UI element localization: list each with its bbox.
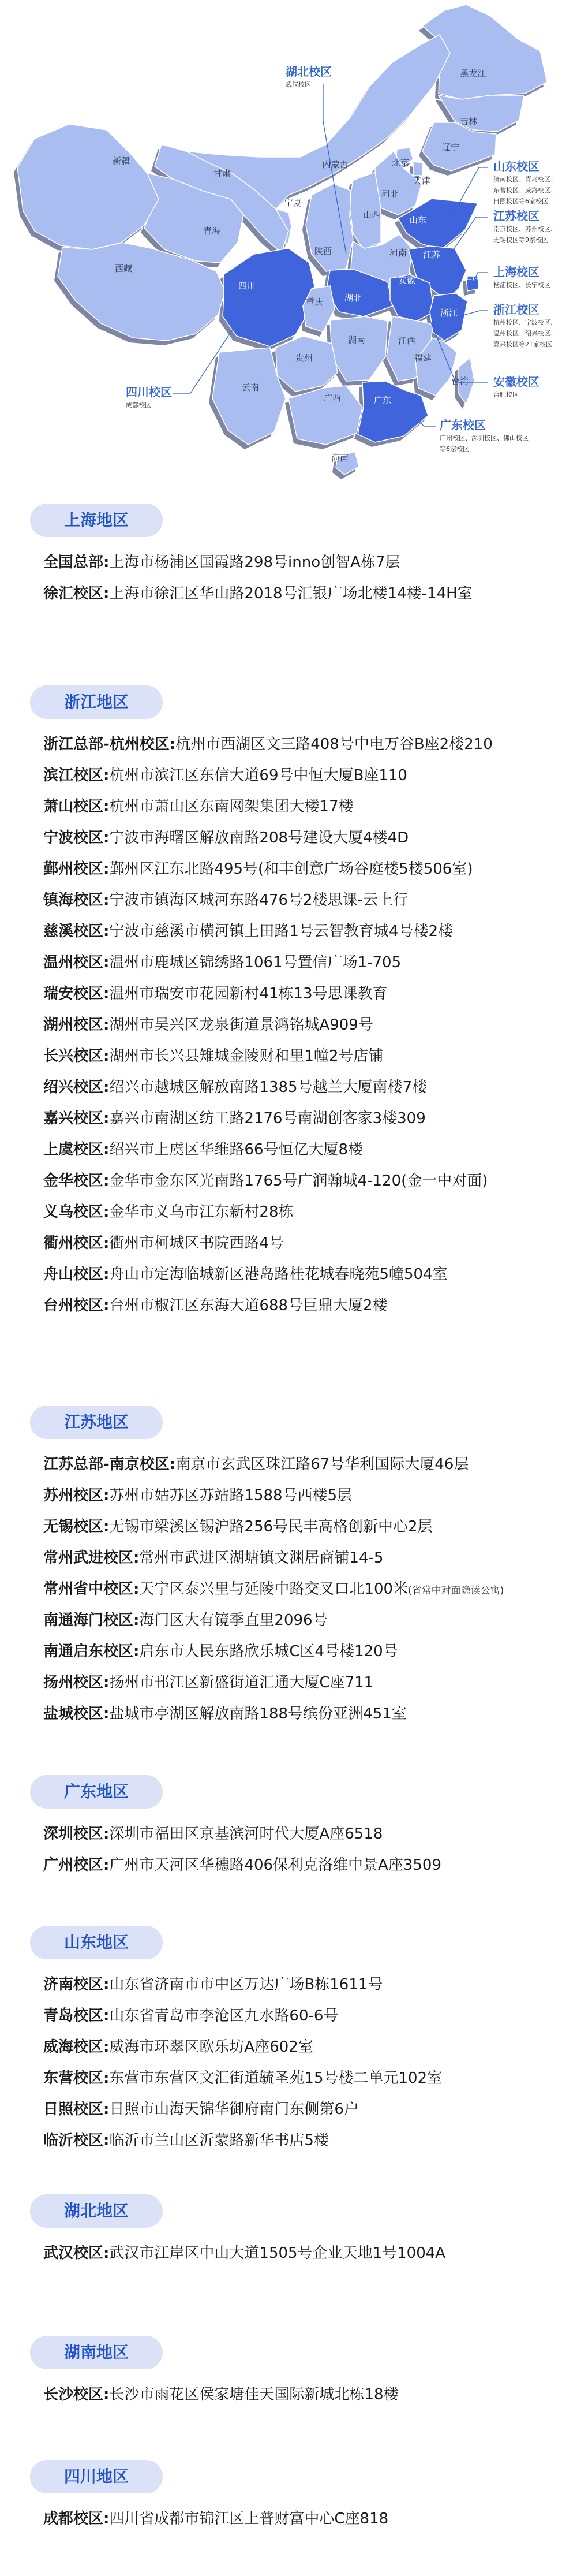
campus-name: 义乌校区: — [43, 1203, 110, 1221]
campus-address: 盐城市亭湖区解放南路188号缤份亚洲451室 — [109, 1705, 407, 1723]
province-label: 重庆 — [305, 297, 324, 307]
campus-address: 杭州市滨江区东信大道69号中恒大厦B座110 — [109, 767, 407, 784]
province-label: 天津 — [413, 176, 431, 186]
province-label: 广东 — [373, 395, 392, 405]
campus-address: 深圳市福田区京基滨河时代大厦A座6518 — [109, 1825, 383, 1843]
campus-address: 上海市杨浦区国霞路298号inno创智A栋7层 — [109, 554, 400, 571]
campus-name: 常州武进校区: — [43, 1549, 140, 1567]
china-campus-map — [0, 0, 577, 479]
campus-address: 鄞州区江东北路495号(和丰创意广场谷庭楼5楼506室) — [109, 860, 473, 878]
province-label: 云南 — [241, 382, 260, 393]
callout-subtitle: 成都校区 — [126, 401, 151, 409]
campus-address-row — [43, 1454, 469, 1475]
campus-address-row — [43, 2068, 442, 2089]
region-title-badge: 湖南地区 — [30, 2336, 163, 2369]
province-label: 黑龙江 — [460, 68, 486, 79]
campus-name: 温州校区: — [43, 954, 110, 971]
campus-address-row — [43, 921, 453, 942]
campus-name: 深圳校区: — [43, 1825, 110, 1843]
province-shape — [17, 124, 159, 249]
region-section — [30, 2194, 567, 2262]
campus-address-row — [43, 1295, 388, 1316]
campus-name: 扬州校区: — [43, 1674, 110, 1691]
campus-address-row — [43, 734, 493, 755]
campus-address-row — [43, 1233, 284, 1254]
campus-address-row — [43, 1264, 448, 1285]
campus-address-row — [43, 796, 354, 817]
campus-name: 慈溪校区: — [43, 923, 110, 940]
campus-address: 广州市天河区华穗路406保利克洛维中景A座3509 — [109, 1856, 441, 1874]
campus-name: 济南校区: — [43, 1976, 110, 1993]
callout-subtitle: 杨浦校区、长宁校区 — [493, 281, 550, 289]
callout-title: 四川校区 — [126, 385, 172, 399]
campus-address: 舟山市定海临城新区港岛路桂花城春晓苑5幢504室 — [109, 1266, 448, 1283]
campus-address-row — [43, 1641, 398, 1662]
province-label: 贵州 — [295, 353, 313, 363]
province-label: 江西 — [398, 335, 416, 346]
campus-name: 成都校区: — [43, 2510, 110, 2527]
campus-address: 苏州市姑苏区苏站路1588号西楼5层 — [109, 1487, 353, 1504]
province-label: 北京 — [391, 158, 410, 168]
campus-address: 山东省济南市市中区万达广场B栋1611号 — [109, 1976, 383, 1993]
campus-name: 上虞校区: — [43, 1141, 110, 1158]
region-title-badge: 四川地区 — [30, 2460, 163, 2493]
province-label: 辽宁 — [441, 142, 460, 152]
region-section — [30, 1926, 567, 2149]
campus-address: 台州市椒江区东海大道688号巨鼎大厦2楼 — [109, 1297, 388, 1314]
campus-name: 镇海校区: — [43, 892, 110, 909]
campus-address-row — [43, 765, 407, 786]
callout-subtitle: 广州校区、深圳校区、佛山校区 — [440, 434, 529, 442]
campus-address: 四川省成都市锦江区上普财富中心C座818 — [109, 2510, 389, 2527]
province-label: 青海 — [203, 226, 221, 236]
campus-address: 天宁区泰兴里与延陵中路交叉口北100米 — [139, 1580, 409, 1598]
campus-address-row — [43, 890, 408, 911]
campus-name: 绍兴校区: — [43, 1079, 110, 1096]
campus-address-row — [43, 1672, 373, 1693]
campus-address: 湖州市长兴县雉城金陵财和里1幢2号店铺 — [109, 1047, 384, 1065]
callout-subtitle: 武汉校区 — [286, 81, 311, 88]
campus-address: 绍兴市上虞区华维路66号恒亿大厦8楼 — [109, 1141, 364, 1158]
region-section — [30, 2460, 567, 2527]
campus-name: 江苏总部-南京校区: — [43, 1456, 176, 1473]
campus-address: 金华市义乌市江东新村28栋 — [109, 1203, 294, 1221]
campus-address-row — [43, 1579, 504, 1601]
campus-name: 临沂校区: — [43, 2132, 110, 2149]
campus-name: 常州省中校区: — [43, 1580, 140, 1598]
campus-address-row — [43, 1077, 427, 1098]
province-label: 海南 — [331, 453, 349, 463]
campus-address: 嘉兴市南湖区纺工路2176号南湖创客家3楼309 — [109, 1110, 426, 1127]
callout-title: 江苏校区 — [493, 209, 539, 223]
region-section — [30, 1406, 567, 1723]
campus-address: 海门区大有镜季直里2096号 — [139, 1612, 328, 1629]
province-label: 甘肃 — [213, 168, 231, 178]
campus-address: 长沙市雨花区侯家塘佳天国际新城北栋18楼 — [109, 2386, 399, 2403]
campus-callout — [440, 416, 529, 454]
province-shape — [413, 162, 422, 176]
campus-address-row — [43, 983, 388, 1004]
campus-address-row — [43, 2130, 329, 2151]
province-shape — [223, 248, 314, 346]
callout-subtitle: 温州校区、绍兴校区、 — [493, 330, 557, 337]
campus-address-row — [43, 1703, 407, 1724]
region-section — [30, 504, 567, 602]
campus-address: 宁波市镇海区城河东路476号2楼思课-云上行 — [109, 892, 408, 909]
campus-address-row — [43, 2037, 313, 2057]
campus-address-row — [43, 1824, 383, 1844]
campus-name: 瑞安校区: — [43, 985, 110, 1002]
callout-subtitle: 南京校区、苏州校区、 — [493, 225, 557, 233]
campus-address-row — [43, 1855, 441, 1876]
campus-name: 宁波校区: — [43, 829, 110, 847]
campus-address-row — [43, 2508, 388, 2529]
campus-address: 日照市山海天锦华御府南门东侧第6户 — [109, 2101, 359, 2118]
campus-address: 金华市金东区光南路1765号广润翰城4-120(金一中对面) — [109, 1172, 488, 1190]
campus-name: 盐城校区: — [43, 1705, 110, 1723]
callout-subtitle: 济南校区、青岛校区、 — [493, 176, 557, 183]
campus-callout — [286, 62, 332, 90]
campus-callout — [493, 372, 539, 400]
campus-address-row — [43, 1108, 426, 1129]
campus-name: 舟山校区: — [43, 1266, 110, 1283]
campus-address-row — [43, 1485, 352, 1506]
province-label: 内蒙古 — [322, 159, 349, 170]
campus-address-row — [43, 2005, 338, 2026]
campus-name: 徐汇校区: — [43, 585, 110, 602]
campus-callout — [493, 300, 557, 350]
campus-address-row — [43, 1170, 488, 1191]
campus-address-row — [43, 1015, 373, 1035]
campus-name: 青岛校区: — [43, 2007, 110, 2025]
callout-subtitle: 东营校区、威海校区、 — [493, 187, 557, 194]
campus-address: 绍兴市越城区解放南路1385号越兰大厦南楼7楼 — [109, 1079, 428, 1096]
campus-address: 湖州市吴兴区龙泉街道景鸿铭城A909号 — [109, 1016, 373, 1034]
province-label: 福建 — [414, 353, 432, 363]
province-label: 广西 — [323, 393, 342, 403]
callout-subtitle: 日照校区等6家校区 — [493, 197, 548, 205]
campus-address: 杭州市西湖区文三路408号中电万谷B座2楼210 — [175, 736, 493, 753]
callout-subtitle: 嘉兴校区等21家校区 — [493, 341, 552, 348]
campus-name: 嘉兴校区: — [43, 1110, 110, 1127]
region-section — [30, 685, 567, 1314]
campus-callout — [493, 263, 550, 290]
region-title-badge: 江苏地区 — [30, 1406, 163, 1439]
campus-address-note: (省常中对面隐读公寓) — [408, 1585, 504, 1597]
campus-address-row — [43, 1202, 294, 1222]
callout-subtitle: 无锡校区等9家校区 — [493, 236, 548, 244]
campus-address-row — [43, 583, 473, 604]
province-label: 江苏 — [422, 249, 441, 260]
campus-name: 湖州校区: — [43, 1016, 110, 1034]
province-label: 安徽 — [398, 275, 416, 285]
campus-name: 衢州校区: — [43, 1235, 110, 1252]
campus-address-row — [43, 1046, 384, 1067]
campus-address-row — [43, 827, 409, 848]
campus-name: 台州校区: — [43, 1297, 110, 1314]
campus-address-row — [43, 2243, 445, 2264]
campus-name: 日照校区: — [43, 2101, 110, 2118]
callout-title: 上海校区 — [493, 265, 539, 279]
campus-address: 临沂市兰山区沂蒙路新华书店5楼 — [109, 2132, 329, 2149]
campus-address: 杭州市萧山区东南网架集团大楼17楼 — [109, 798, 354, 815]
province-label: 新疆 — [112, 156, 130, 166]
campus-address: 温州市瑞安市花园新村41栋13号思课教育 — [109, 985, 388, 1002]
campus-address: 衢州市柯城区书院西路4号 — [109, 1235, 284, 1252]
campus-name: 广州校区: — [43, 1856, 110, 1874]
province-label: 宁夏 — [284, 197, 302, 208]
region-section — [30, 1775, 567, 1874]
province-label: 吉林 — [459, 116, 478, 126]
campus-callout — [493, 207, 557, 245]
campus-name: 南通启东校区: — [43, 1643, 140, 1660]
campus-address: 上海市徐汇区华山路2018号汇银广场北楼14楼-14H室 — [109, 585, 473, 602]
campus-address: 武汉市江岸区中山大道1505号企业天地1号1004A — [109, 2245, 446, 2262]
province-label: 河北 — [381, 189, 399, 199]
campus-name: 无锡校区: — [43, 1518, 110, 1535]
province-label: 河南 — [389, 248, 407, 258]
campus-name: 苏州校区: — [43, 1487, 110, 1504]
callout-subtitle: 合肥校区 — [493, 391, 519, 398]
campus-address: 南京市玄武区珠江路67号华利国际大厦46层 — [175, 1456, 469, 1473]
campus-name: 滨江校区: — [43, 767, 110, 784]
campus-name: 鄞州校区: — [43, 860, 110, 878]
campus-name: 南通海门校区: — [43, 1612, 140, 1629]
region-section — [30, 2336, 567, 2403]
region-title-badge: 山东地区 — [30, 1926, 163, 1959]
callout-title: 安徽校区 — [493, 375, 539, 389]
campus-name: 威海校区: — [43, 2038, 110, 2056]
campus-address-row — [43, 859, 473, 879]
campus-callout — [126, 383, 172, 411]
campus-address-row — [43, 2384, 399, 2405]
campus-address-row — [43, 1610, 328, 1631]
campus-address: 东营市东营区文汇街道毓圣苑15号楼二单元102室 — [109, 2070, 443, 2087]
province-label: 西藏 — [114, 263, 133, 274]
campus-address-row — [43, 552, 400, 573]
campus-address-row — [43, 952, 401, 973]
campus-name: 长沙校区: — [43, 2386, 110, 2403]
campus-address: 无锡市梁溪区锡沪路256号民丰高格创新中心2层 — [109, 1518, 433, 1535]
province-label: 四川 — [238, 281, 256, 291]
campus-name: 金华校区: — [43, 1172, 110, 1190]
campus-name: 全国总部: — [43, 554, 110, 571]
campus-address: 宁波市海曙区解放南路208号建设大厦4楼4D — [109, 829, 409, 847]
campus-address-row — [43, 1974, 383, 1995]
province-label: 湖南 — [347, 335, 366, 345]
province-label: 山东 — [409, 215, 427, 225]
province-label: 湖北 — [344, 293, 362, 303]
region-title-badge: 浙江地区 — [30, 685, 163, 719]
campus-address: 温州市鹿城区锦绣路1061号置信广场1-705 — [109, 954, 402, 971]
province-label: 陕西 — [314, 246, 332, 256]
province-label: 浙江 — [440, 308, 458, 318]
region-title-badge: 湖北地区 — [30, 2194, 163, 2228]
campus-address: 常州市武进区湖塘镇文渊居商铺14-5 — [139, 1549, 384, 1567]
campus-address-row — [43, 1548, 383, 1568]
province-label: 上海 — [463, 271, 481, 282]
campus-name: 长兴校区: — [43, 1047, 110, 1065]
campus-name: 萧山校区: — [43, 798, 110, 815]
region-title-badge: 广东地区 — [30, 1775, 163, 1809]
callout-subtitle: 杭州校区、宁波校区、 — [493, 319, 557, 326]
campus-address-row — [43, 1516, 433, 1537]
campus-address: 启东市人民东路欣乐城C区4号楼120号 — [139, 1643, 398, 1660]
callout-title: 浙江校区 — [493, 303, 539, 316]
campus-name: 东营校区: — [43, 2070, 110, 2087]
callout-title: 广东校区 — [440, 418, 486, 432]
campus-name: 浙江总部-杭州校区: — [43, 736, 176, 753]
callout-title: 山东校区 — [493, 159, 539, 173]
campus-address-row — [43, 1139, 363, 1160]
province-label: 山西 — [362, 210, 381, 220]
callout-title: 湖北校区 — [286, 65, 332, 79]
campus-name: 武汉校区: — [43, 2245, 110, 2262]
region-title-badge: 上海地区 — [30, 504, 163, 537]
callout-subtitle: 等6家校区 — [440, 445, 469, 453]
campus-address: 扬州市邗江区新盛街道汇通大厦C座711 — [109, 1674, 374, 1691]
campus-address: 宁波市慈溪市横河镇上田路1号云智教育城4号楼2楼 — [109, 923, 454, 940]
campus-address: 山东省青岛市李沧区九水路60-6号 — [109, 2007, 339, 2025]
campus-address-row — [43, 2099, 359, 2120]
province-label: 台湾 — [451, 376, 469, 386]
campus-callout — [493, 157, 557, 207]
campus-address: 威海市环翠区欧乐坊A座602室 — [109, 2038, 313, 2056]
